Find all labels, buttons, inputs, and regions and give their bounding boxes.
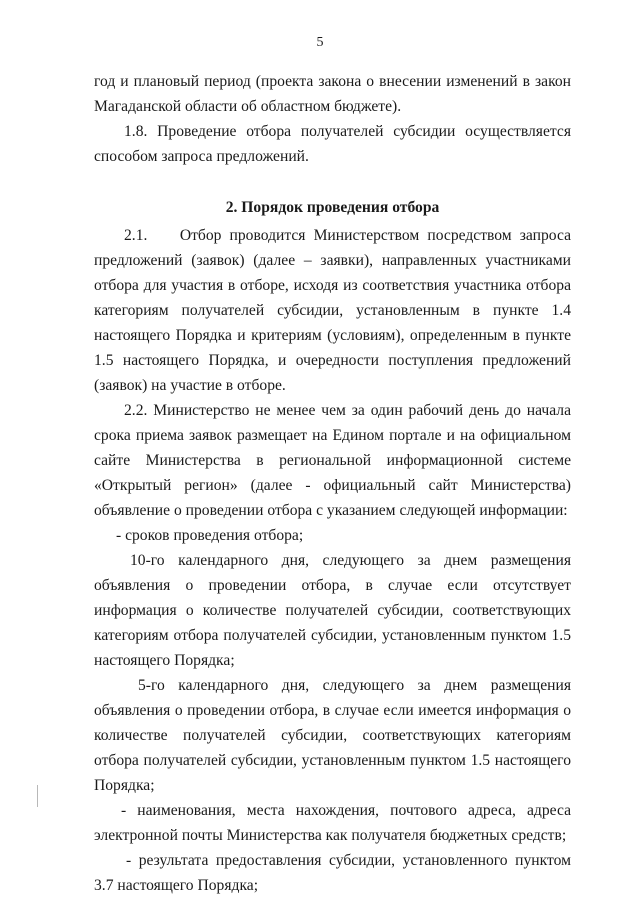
paragraph-2-1: 2.1. Отбор проводится Министерством посредством запроса предложений (заявок) (далее – заявки), направленных участниками отбора для участия в отборе, исходя из соответствия участника отбора категориям получателей субсидии, установленным в пункте 1.4 настоящего Порядка и критериям (условиям), определенным в пункте 1.5 настоящего Порядка, и очередности поступления предложений (заявок) на участие в отборе. [94,227,575,394]
page-number: 5 [316,35,324,50]
document-body [94,69,575,898]
paragraph-1-8: 1.8. Проведение отбора получателей субсидии осуществляется способом запроса предложений. [94,123,571,165]
paragraph-continuation: год и плановый период (проекта закона о внесении изменений в закон Магаданской области об областном бюджете). [94,73,571,115]
list-item-subsidy-result: - результата предоставления субсидии, установленного пунктом 3.7 настоящего Порядка; [94,852,571,894]
margin-mark [37,785,38,807]
paragraph-5th-day: 5-го календарного дня, следующего за днем размещения объявления о проведении отбора, в случае если имеется информация о количестве получателей субсидии, соответствующих категориям отбора получателей субсидии, установленным пунктом 1.5 настоящего Порядка; [94,677,571,794]
list-item-ministry-contacts: - наименования, места нахождения, почтового адреса, адреса электронной почты Министерства как получателя бюджетных средств; [94,802,571,844]
section-heading: 2. Порядок проведения отбора [225,199,440,216]
paragraph-2-2: 2.2. Министерство не менее чем за один рабочий день до начала срока приема заявок размещает на Едином портале и на официальном сайте Министерства в региональной информационной системе «Открытый регион» (далее - официальный сайт Министерства) объявление о проведении отбора с указанием следующей информации: [94,402,571,519]
list-item-deadlines: - сроков проведения отбора; [116,527,304,544]
paragraph-10th-day: 10-го календарного дня, следующего за днем размещения объявления о проведении отбора, в случае если отсутствует информация о количестве получателей субсидии, соответствующих категориям отбора получателей субсидии, установленным пунктом 1.5 настоящего Порядка; [94,552,571,669]
